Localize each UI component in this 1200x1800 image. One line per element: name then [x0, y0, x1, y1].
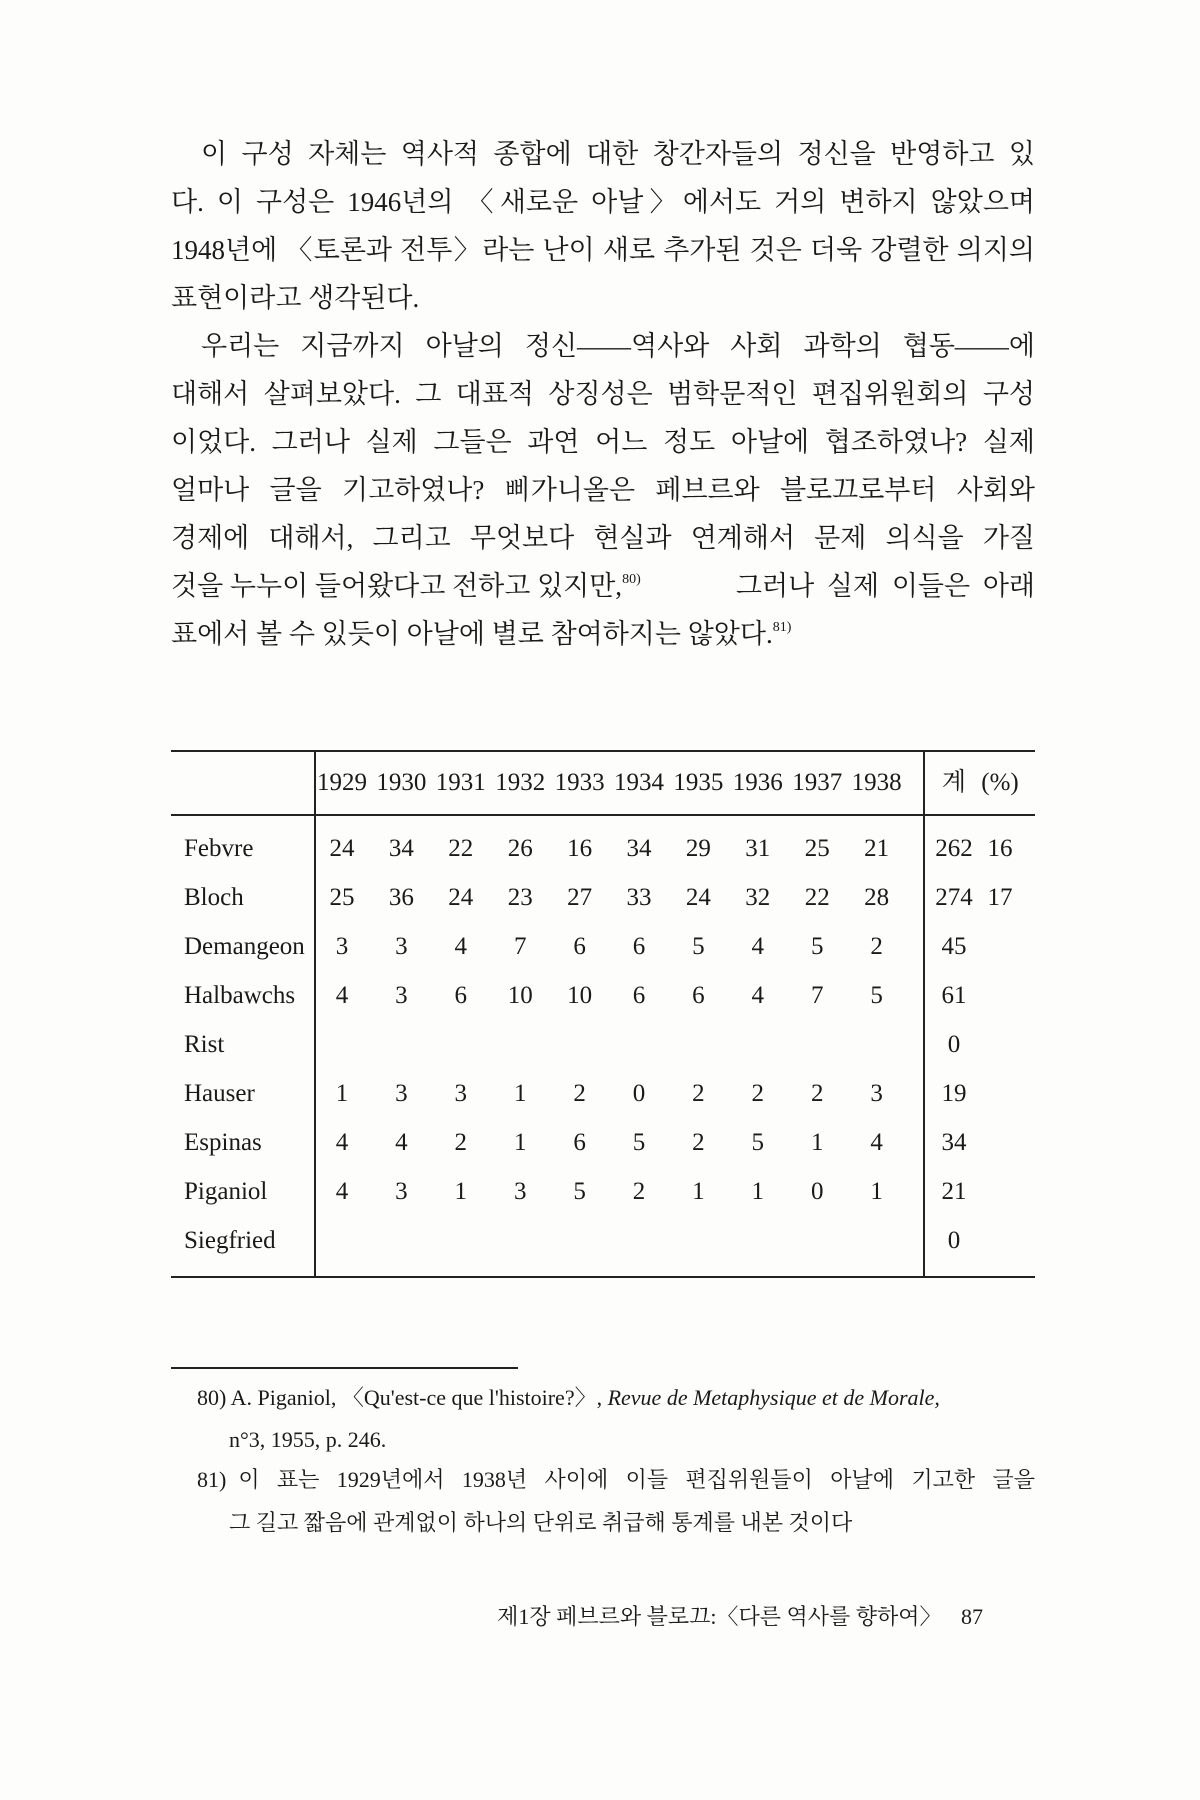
footnote-81 [197, 1466, 1035, 1494]
row-label: Siegfried [184, 1227, 276, 1254]
table-header-rule [171, 814, 1035, 816]
table-cell: 6 [692, 982, 705, 1009]
table-cell: 22 [804, 884, 830, 911]
row-label: Febvre [184, 835, 254, 862]
table-cell: 29 [685, 835, 711, 862]
table-cell: 33 [626, 884, 652, 911]
table-cell: 4 [870, 1129, 883, 1156]
table-cell: 2 [454, 1129, 468, 1156]
table-cell: 2 [632, 1178, 646, 1205]
text-segment: 것을 누누이 들어왔다고 전하고 있지만, [171, 571, 623, 601]
table-cell: 4 [335, 1129, 349, 1156]
table-cell: 21 [864, 835, 890, 862]
table-cell: 1 [751, 1178, 765, 1205]
table-cell: 28 [864, 884, 890, 911]
table-cell: 3 [454, 1080, 468, 1107]
table-cell: 25 [329, 884, 355, 911]
table-cell: 3 [395, 933, 408, 960]
table-cell: 5 [632, 1129, 646, 1156]
total-cell: 0 [947, 1031, 961, 1058]
table-cell: 5 [751, 1129, 765, 1156]
text-line: 표현이라고 생각된다. [171, 283, 420, 313]
total-cell: 274 [935, 884, 973, 911]
table-cell: 1 [335, 1080, 349, 1107]
table-cell: 24 [329, 835, 355, 862]
table-cell: 7 [513, 933, 527, 960]
text-line: 이었다. 그러나 실제 그들은 과연 어느 정도 아날에 협조하였나? 실제 [171, 427, 1035, 457]
page-number: 87 [961, 1604, 983, 1629]
column-header: 1938 [851, 769, 902, 796]
table-cell: 31 [745, 835, 771, 862]
table-cell: 10 [507, 982, 533, 1009]
row-label: Rist [184, 1031, 225, 1058]
footnote-text: 이 표는 1929년에서 1938년 사이에 이들 편집위원들이 아날에 기고한 글을 [238, 1467, 1035, 1492]
journal-title: Revue de Metaphysique et de Morale, [607, 1385, 940, 1410]
total-cell: 19 [941, 1080, 967, 1107]
column-header: 1937 [792, 769, 843, 796]
table-cell: 3 [870, 1080, 883, 1107]
table-cell: 4 [335, 1178, 349, 1205]
percent-cell: 16 [987, 835, 1013, 862]
table-cell: 1 [513, 1129, 527, 1156]
footnote-ref-81[interactable]: 81) [772, 620, 792, 635]
table-cell: 34 [388, 835, 414, 862]
row-label: Demangeon [184, 933, 305, 960]
table-cell: 5 [573, 1178, 586, 1205]
percent-header: (%) [981, 769, 1019, 796]
table-cell: 2 [692, 1129, 705, 1156]
column-header: 1935 [673, 769, 724, 796]
text-line: 다. 이 구성은 1946년의 〈새로운 아날〉에서도 거의 변하지 않았으며 [171, 187, 1035, 217]
table-cell: 3 [395, 1178, 408, 1205]
table-cell: 1 [870, 1178, 883, 1205]
table-cell: 1 [513, 1080, 527, 1107]
footnote-number: 80) [197, 1385, 227, 1410]
table-cell: 2 [692, 1080, 705, 1107]
text-line: 대해서 살펴보았다. 그 대표적 상징성은 범학문적인 편집위원회의 구성 [171, 379, 1035, 409]
footnote-text: A. Piganiol, 〈Qu'est-ce que l'histoire?〉, [230, 1385, 608, 1410]
table-total-divider [923, 751, 925, 1277]
page-footer [497, 1600, 983, 1631]
table-cell: 4 [395, 1129, 408, 1156]
table-cell: 6 [573, 933, 586, 960]
table-cell: 23 [507, 884, 533, 911]
table-cell: 4 [751, 933, 765, 960]
table-cell: 25 [804, 835, 830, 862]
column-header: 1933 [554, 769, 605, 796]
table-cell: 0 [632, 1080, 646, 1107]
column-header: 1936 [732, 769, 783, 796]
column-header: 1930 [376, 769, 427, 796]
table-cell: 24 [448, 884, 474, 911]
table-cell: 27 [567, 884, 593, 911]
table-cell: 3 [335, 933, 349, 960]
table-cell: 5 [810, 933, 824, 960]
table-cell: 32 [745, 884, 771, 911]
column-header: 1929 [317, 769, 367, 796]
table-cell: 6 [632, 933, 646, 960]
table-cell: 6 [454, 982, 468, 1009]
row-label: Bloch [184, 884, 244, 911]
table-cell: 0 [810, 1178, 824, 1205]
text-line: 1948년에 〈토론과 전투〉라는 난이 새로 추가된 것은 더욱 강렬한 의지의 [171, 235, 1035, 265]
table-cell: 1 [454, 1178, 468, 1205]
total-cell: 21 [941, 1178, 967, 1205]
table-cell: 34 [626, 835, 652, 862]
table-cell: 1 [810, 1129, 824, 1156]
total-cell: 45 [941, 933, 967, 960]
table-cell: 3 [395, 1080, 408, 1107]
table-cell: 7 [810, 982, 824, 1009]
total-cell: 0 [947, 1227, 961, 1254]
table-cell: 5 [692, 933, 705, 960]
row-label: Espinas [184, 1129, 262, 1156]
footnote-80 [197, 1384, 940, 1412]
table-top-rule [171, 750, 1035, 752]
text-segment: 표에서 볼 수 있듯이 아날에 별로 참여하지는 않았다. [171, 619, 773, 649]
row-label: Halbawchs [184, 982, 296, 1009]
table-cell: 2 [751, 1080, 765, 1107]
total-header: 계 [941, 769, 967, 796]
text-line [171, 618, 1035, 650]
total-cell: 34 [941, 1129, 967, 1156]
column-header: 1932 [495, 769, 546, 796]
column-header: 1931 [435, 769, 486, 796]
table-cell: 22 [448, 835, 474, 862]
text-line: 우리는 지금까지 아날의 정신——역사와 사회 과학의 협동——에 [201, 331, 1035, 361]
table-cell: 4 [751, 982, 765, 1009]
footnote-81-line2: 그 길고 짧음에 관계없이 하나의 단위로 취급해 통계를 내본 것이다 [229, 1510, 853, 1535]
table-cell: 2 [810, 1080, 824, 1107]
table-cell: 24 [685, 884, 711, 911]
footnote-ref-80[interactable]: 80) [622, 572, 641, 587]
table-cell: 4 [454, 933, 468, 960]
footnote-80-line2: n°3, 1955, p. 246. [229, 1427, 387, 1452]
text-line [171, 570, 1035, 602]
table-cell: 1 [692, 1178, 705, 1205]
table-cell: 2 [573, 1080, 586, 1107]
text-line: 경제에 대해서, 그리고 무엇보다 현실과 연계해서 문제 의식을 가질 [171, 523, 1035, 553]
total-cell: 61 [941, 982, 967, 1009]
table-cell: 3 [513, 1178, 527, 1205]
text-segment: 그러나 실제 이들은 아래 [735, 571, 1035, 601]
footnote-rule [171, 1367, 518, 1369]
text-line: 얼마나 글을 기고하였나? 삐가니올은 페브르와 블로끄로부터 사회와 [171, 475, 1035, 505]
footnote-number: 81) [197, 1467, 227, 1492]
table-cell: 10 [567, 982, 593, 1009]
table-cell: 36 [388, 884, 414, 911]
row-label: Piganiol [184, 1178, 268, 1205]
text-line: 이 구성 자체는 역사적 종합에 대한 창간자들의 정신을 반영하고 있 [201, 139, 1035, 169]
table-cell: 5 [870, 982, 883, 1009]
table-cell: 4 [335, 982, 349, 1009]
row-label: Hauser [184, 1080, 255, 1107]
table-cell: 3 [395, 982, 408, 1009]
running-head: 제1장 페브르와 블로끄:〈다른 역사를 향하여〉 [497, 1604, 942, 1629]
table-cell: 2 [870, 933, 883, 960]
table-cell: 6 [573, 1129, 586, 1156]
percent-cell: 17 [987, 884, 1013, 911]
table-cell: 26 [507, 835, 533, 862]
table-bottom-rule [171, 1276, 1035, 1278]
total-cell: 262 [935, 835, 973, 862]
table-cell: 6 [632, 982, 646, 1009]
column-header: 1934 [614, 769, 664, 796]
table-cell: 16 [567, 835, 593, 862]
